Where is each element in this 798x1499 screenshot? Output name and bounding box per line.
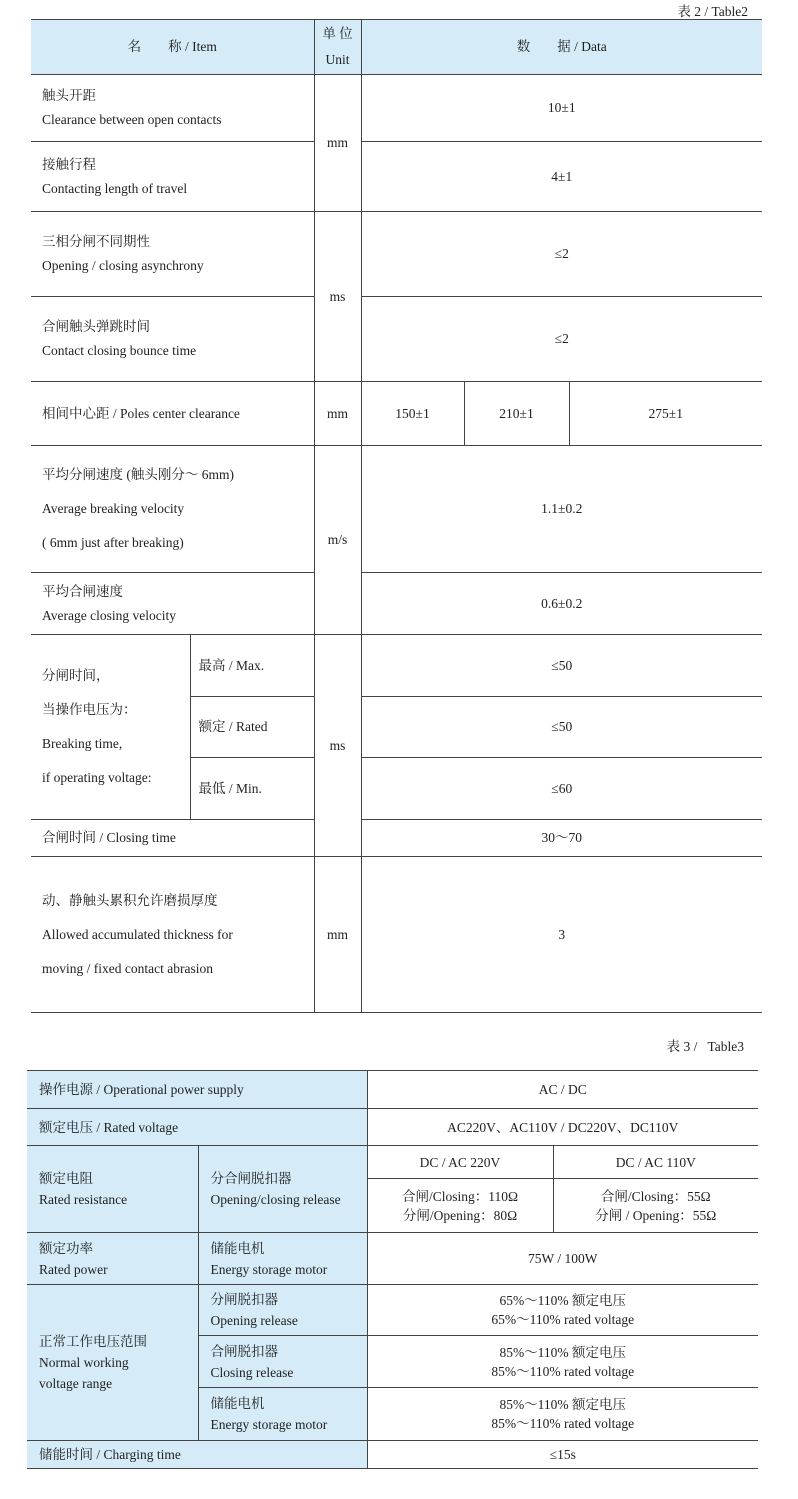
column-header: DC / AC 220V xyxy=(367,1146,553,1179)
text-line: Contact closing bounce time xyxy=(42,343,197,358)
text-line: 正常工作电压范围 xyxy=(39,1334,147,1349)
row-label: 额定电压 / Rated voltage xyxy=(27,1109,367,1146)
value-cell xyxy=(553,1179,758,1233)
value-cell xyxy=(367,1388,758,1441)
value-cell xyxy=(367,1179,553,1233)
text-line: 合闸脱扣器 xyxy=(210,1343,278,1359)
text-line: 合闸/Closing：110Ω xyxy=(401,1188,519,1204)
text-line: 85%～110% rated voltage xyxy=(491,1416,635,1431)
text-line: if operating voltage: xyxy=(42,770,152,785)
unit-cn: 单 位 xyxy=(322,26,353,41)
table-row xyxy=(27,1285,758,1336)
row-label xyxy=(31,297,314,382)
row-label xyxy=(27,1285,198,1441)
text-line: Breaking time, xyxy=(42,736,123,751)
table3 xyxy=(27,1070,758,1469)
text-line: 三相分闸不同期性 xyxy=(42,234,150,249)
unit-en: Unit xyxy=(325,52,350,67)
text-line: Opening release xyxy=(210,1313,298,1328)
column-header: DC / AC 110V xyxy=(553,1146,758,1179)
table-row xyxy=(31,382,762,446)
unit-cell: mm xyxy=(314,382,361,446)
row-label xyxy=(31,75,314,142)
table-row xyxy=(31,635,762,697)
text-line: 平均分闸速度 (触头刚分～ 6mm) xyxy=(42,467,234,482)
unit-cell: mm xyxy=(314,857,361,1013)
text-line: 平均合闸速度 xyxy=(42,583,123,599)
text-line: 分闸 / Opening：55Ω xyxy=(595,1207,717,1223)
table-row xyxy=(31,297,762,382)
text-line: 分闸时间， xyxy=(42,668,110,683)
text-line: Average breaking velocity xyxy=(42,501,185,516)
table-row xyxy=(31,75,762,142)
text-line: Rated resistance xyxy=(39,1192,128,1207)
value-cell: 210±1 xyxy=(464,382,569,446)
text-line: Contacting length of travel xyxy=(42,180,188,196)
text-line: 储能电机 xyxy=(210,1240,265,1256)
table-row xyxy=(27,1146,758,1179)
text-line: Opening / closing asynchrony xyxy=(42,258,204,273)
sub-label xyxy=(198,1146,367,1233)
table-row xyxy=(27,1441,758,1469)
row-label xyxy=(31,446,314,573)
text-line: 额定功率 xyxy=(39,1240,93,1256)
table2-caption: 表 2 / Table2 xyxy=(677,4,748,19)
header-item: 名 称 / Item xyxy=(31,20,314,75)
text-line: Allowed accumulated thickness for xyxy=(42,926,233,942)
text-line: Normal working xyxy=(39,1355,129,1370)
value-cell: 4±1 xyxy=(361,142,762,212)
unit-cell: mm xyxy=(314,75,361,212)
sub-label xyxy=(198,1388,367,1441)
text-line: 当操作电压为： xyxy=(42,702,137,717)
text-line: 合闸/Closing：55Ω xyxy=(600,1188,711,1204)
sub-label xyxy=(198,1336,367,1388)
unit-cell: ms xyxy=(314,635,361,857)
row-label xyxy=(27,1233,198,1285)
value-cell: 275±1 xyxy=(569,382,762,446)
value-cell: ≤2 xyxy=(361,297,762,382)
value-cell: 30～70 xyxy=(361,820,762,857)
value-cell: 150±1 xyxy=(361,382,464,446)
table3-caption: 表 3 / Table3 xyxy=(666,1039,744,1054)
text-line: Rated power xyxy=(39,1261,108,1277)
text-line: 85%～110% 额定电压 xyxy=(499,1344,627,1360)
value-cell xyxy=(367,1285,758,1336)
value-cell: AC220V、AC110V / DC220V、DC110V xyxy=(367,1109,758,1146)
header-unit xyxy=(314,20,361,75)
text-line: Closing release xyxy=(210,1364,294,1380)
row-label xyxy=(27,1146,198,1233)
value-cell: ≤50 xyxy=(361,635,762,697)
value-cell: 0.6±0.2 xyxy=(361,573,762,635)
text-line: Opening/closing release xyxy=(210,1192,341,1207)
sub-label: 额定 / Rated xyxy=(190,697,314,758)
text-line: 分闸脱扣器 xyxy=(210,1292,278,1307)
sub-label xyxy=(198,1233,367,1285)
text-line: 动、静触头累积允许磨损厚度 xyxy=(42,892,218,908)
value-cell: ≤60 xyxy=(361,758,762,820)
unit-cell: ms xyxy=(314,212,361,382)
value-cell: 10±1 xyxy=(361,75,762,142)
table-row xyxy=(27,1109,758,1146)
text-line: 接触行程 xyxy=(42,156,96,172)
table-row xyxy=(27,1233,758,1285)
row-label: 储能时间 / Charging time xyxy=(27,1441,367,1469)
row-label: 合闸时间 / Closing time xyxy=(31,820,314,857)
sub-label xyxy=(198,1285,367,1336)
table2 xyxy=(31,19,762,1013)
text-line: ( 6mm just after breaking) xyxy=(42,535,184,550)
text-line: 额定电阻 xyxy=(39,1171,93,1186)
text-line: 储能电机 xyxy=(210,1396,265,1411)
row-label xyxy=(31,857,314,1013)
table-row xyxy=(31,212,762,297)
value-cell: AC / DC xyxy=(367,1071,758,1109)
unit-cell: m/s xyxy=(314,446,361,635)
value-cell: 3 xyxy=(361,857,762,1013)
text-line: 65%～110% 额定电压 xyxy=(499,1293,627,1308)
row-label: 操作电源 / Operational power supply xyxy=(27,1071,367,1109)
text-line: 触头开距 xyxy=(42,88,96,103)
value-cell: ≤50 xyxy=(361,697,762,758)
table-row xyxy=(31,857,762,1013)
row-label xyxy=(31,573,314,635)
value-cell: 75W / 100W xyxy=(367,1233,758,1285)
value-cell: ≤15s xyxy=(367,1441,758,1469)
value-cell: 1.1±0.2 xyxy=(361,446,762,573)
text-line: Clearance between open contacts xyxy=(42,112,222,127)
text-line: Energy storage motor xyxy=(210,1261,328,1277)
text-line: 合闸触头弹跳时间 xyxy=(42,319,150,334)
row-label xyxy=(31,212,314,297)
text-line: 85%～110% 额定电压 xyxy=(499,1397,627,1412)
table-row xyxy=(31,142,762,212)
text-line: Energy storage motor xyxy=(210,1417,328,1432)
sub-label: 最低 / Min. xyxy=(190,758,314,820)
table-row xyxy=(31,820,762,857)
value-cell: ≤2 xyxy=(361,212,762,297)
text-line: moving / fixed contact abrasion xyxy=(42,960,213,976)
value-cell xyxy=(367,1336,758,1388)
row-label: 相间中心距 / Poles center clearance xyxy=(31,382,314,446)
text-line: 分闸/Opening：80Ω xyxy=(402,1207,518,1223)
text-line: 分合闸脱扣器 xyxy=(210,1171,292,1186)
table-row xyxy=(27,1071,758,1109)
table-row xyxy=(31,446,762,573)
text-line: 65%～110% rated voltage xyxy=(491,1312,635,1327)
table-row xyxy=(31,573,762,635)
text-line: voltage range xyxy=(39,1376,113,1391)
header-data: 数 据 / Data xyxy=(361,20,762,75)
row-label xyxy=(31,142,314,212)
text-line: 85%～110% rated voltage xyxy=(491,1363,635,1379)
table2-header xyxy=(31,20,762,75)
sub-label: 最高 / Max. xyxy=(190,635,314,697)
text-line: Average closing velocity xyxy=(42,607,176,623)
row-label xyxy=(31,635,190,820)
